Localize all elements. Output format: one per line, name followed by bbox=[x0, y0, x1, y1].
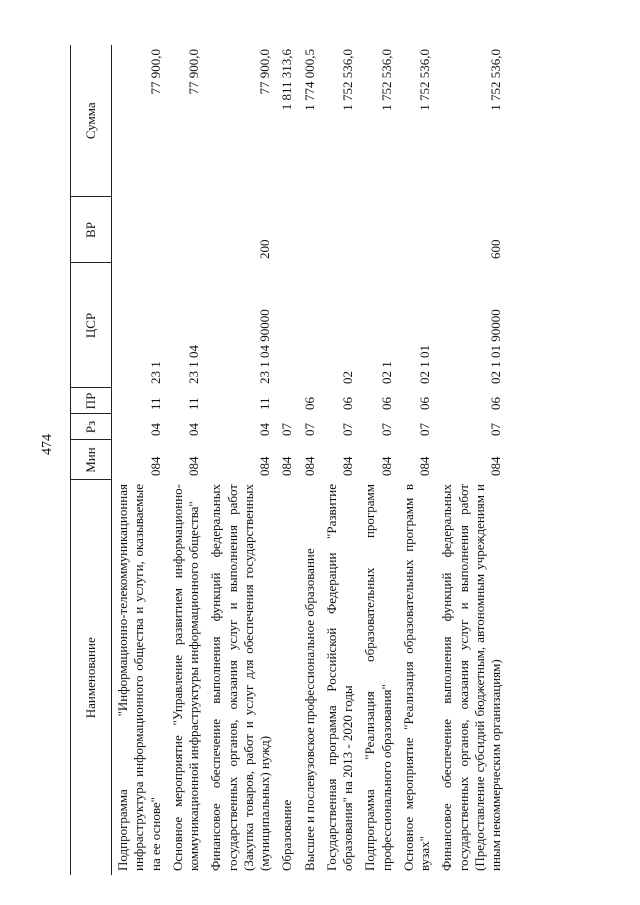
row-vr bbox=[359, 197, 398, 263]
row-pr: 11 bbox=[147, 397, 163, 410]
row-pr: 06 bbox=[301, 397, 317, 410]
table-row bbox=[436, 45, 507, 875]
row-rz: 07 bbox=[488, 423, 503, 436]
row-sum: 1 752 536,0 bbox=[488, 49, 503, 111]
table-row bbox=[167, 45, 206, 875]
row-rz: 07 bbox=[378, 423, 394, 436]
row-sum: 1 752 536,0 bbox=[378, 49, 394, 111]
row-name: Образование bbox=[279, 799, 295, 871]
header-min: Мин bbox=[71, 440, 112, 480]
row-name: Основное мероприятие "Реализация образовательных программ в вузах" bbox=[400, 484, 432, 871]
header-vr: ВР bbox=[71, 197, 112, 263]
row-pr bbox=[276, 388, 298, 414]
rotated-page bbox=[70, 45, 590, 875]
row-pr: 06 bbox=[378, 397, 394, 410]
row-sum: 77 900,0 bbox=[257, 49, 272, 95]
row-vr bbox=[167, 197, 206, 263]
row-rz: 04 bbox=[147, 423, 163, 436]
row-min: 084 bbox=[301, 456, 317, 476]
row-pr: 06 bbox=[340, 397, 355, 410]
row-rz: 04 bbox=[186, 423, 201, 436]
budget-table bbox=[70, 45, 507, 875]
row-min: 084 bbox=[257, 456, 272, 476]
row-pr: 06 bbox=[417, 397, 432, 410]
row-min: 084 bbox=[378, 456, 394, 476]
row-name: Высшее и послевузовское профессиональное образование bbox=[301, 548, 317, 871]
header-name: Наименование bbox=[71, 480, 112, 875]
page-number: 474 bbox=[40, 434, 55, 455]
row-sum: 1 752 536,0 bbox=[340, 49, 355, 111]
row-csr: 23 1 bbox=[147, 361, 163, 384]
row-min: 084 bbox=[340, 456, 355, 476]
row-pr: 06 bbox=[488, 397, 503, 410]
table-row bbox=[276, 45, 298, 875]
row-sum: 77 900,0 bbox=[186, 49, 201, 95]
row-min: 084 bbox=[417, 456, 432, 476]
header-csr: ЦСР bbox=[71, 263, 112, 388]
table-row bbox=[398, 45, 437, 875]
row-name: Финансовое обеспечение выполнения функций федеральных государственных органов, оказания услуг и выполнения работ (Предоставление субсидий бюджетным, автономным учреждениям и иным некоммерческим организациям) bbox=[439, 484, 503, 871]
table-row bbox=[321, 45, 360, 875]
row-vr bbox=[112, 197, 167, 263]
row-name: Государственная программа Российской Федерации "Развитие образования" на 2013 - 2020 годы bbox=[323, 484, 355, 871]
header-pr: ПР bbox=[71, 388, 112, 414]
row-name: Основное мероприятие "Управление развитием информационно-коммуникационной инфраструктуры информационного общества" bbox=[169, 484, 201, 871]
row-rz: 07 bbox=[279, 423, 295, 436]
header-rz: Рз bbox=[71, 414, 112, 440]
row-sum: 1 774 000,5 bbox=[301, 49, 317, 111]
row-csr bbox=[299, 263, 321, 388]
row-sum: 77 900,0 bbox=[147, 49, 163, 95]
row-csr: 02 bbox=[340, 371, 355, 384]
row-csr: 23 1 04 bbox=[186, 345, 201, 384]
table-row bbox=[112, 45, 167, 875]
row-min: 084 bbox=[279, 456, 295, 476]
row-min: 084 bbox=[488, 456, 503, 476]
row-sum: 1 811 313,6 bbox=[279, 49, 295, 111]
row-csr: 02 1 bbox=[378, 361, 394, 384]
table-row bbox=[299, 45, 321, 875]
row-name: Подпрограмма "Реализация образовательных программ профессионального образования" bbox=[362, 484, 394, 871]
row-vr bbox=[276, 197, 298, 263]
row-min: 084 bbox=[147, 456, 163, 476]
row-vr: 600 bbox=[488, 239, 503, 259]
header-sum: Сумма bbox=[71, 45, 112, 197]
row-vr bbox=[321, 197, 360, 263]
row-rz: 07 bbox=[340, 423, 355, 436]
table-row bbox=[359, 45, 398, 875]
row-csr: 23 1 04 90000 bbox=[257, 309, 272, 384]
row-vr: 200 bbox=[257, 239, 272, 259]
row-vr bbox=[299, 197, 321, 263]
row-sum: 1 752 536,0 bbox=[417, 49, 432, 111]
row-rz: 07 bbox=[417, 423, 432, 436]
row-rz: 04 bbox=[257, 423, 272, 436]
row-csr bbox=[276, 263, 298, 388]
row-name: Подпрограмма "Информационно-телекоммуникационная инфраструктура информационного общества и услуги, оказываемые на ее основе" bbox=[115, 484, 163, 871]
table-row bbox=[205, 45, 276, 875]
row-pr: 11 bbox=[186, 397, 201, 410]
table-header bbox=[71, 45, 112, 875]
row-csr: 02 1 01 bbox=[417, 345, 432, 384]
row-name: Финансовое обеспечение выполнения функций федеральных государственных органов, оказания услуг и выполнения работ (Закупка товаров, работ и услуг для обеспечения государственных (муниципальных) нужд) bbox=[208, 484, 272, 871]
row-csr: 02 1 01 90000 bbox=[488, 309, 503, 384]
row-min: 084 bbox=[186, 456, 201, 476]
row-rz: 07 bbox=[301, 423, 317, 436]
row-pr: 11 bbox=[257, 397, 272, 410]
row-vr bbox=[398, 197, 437, 263]
